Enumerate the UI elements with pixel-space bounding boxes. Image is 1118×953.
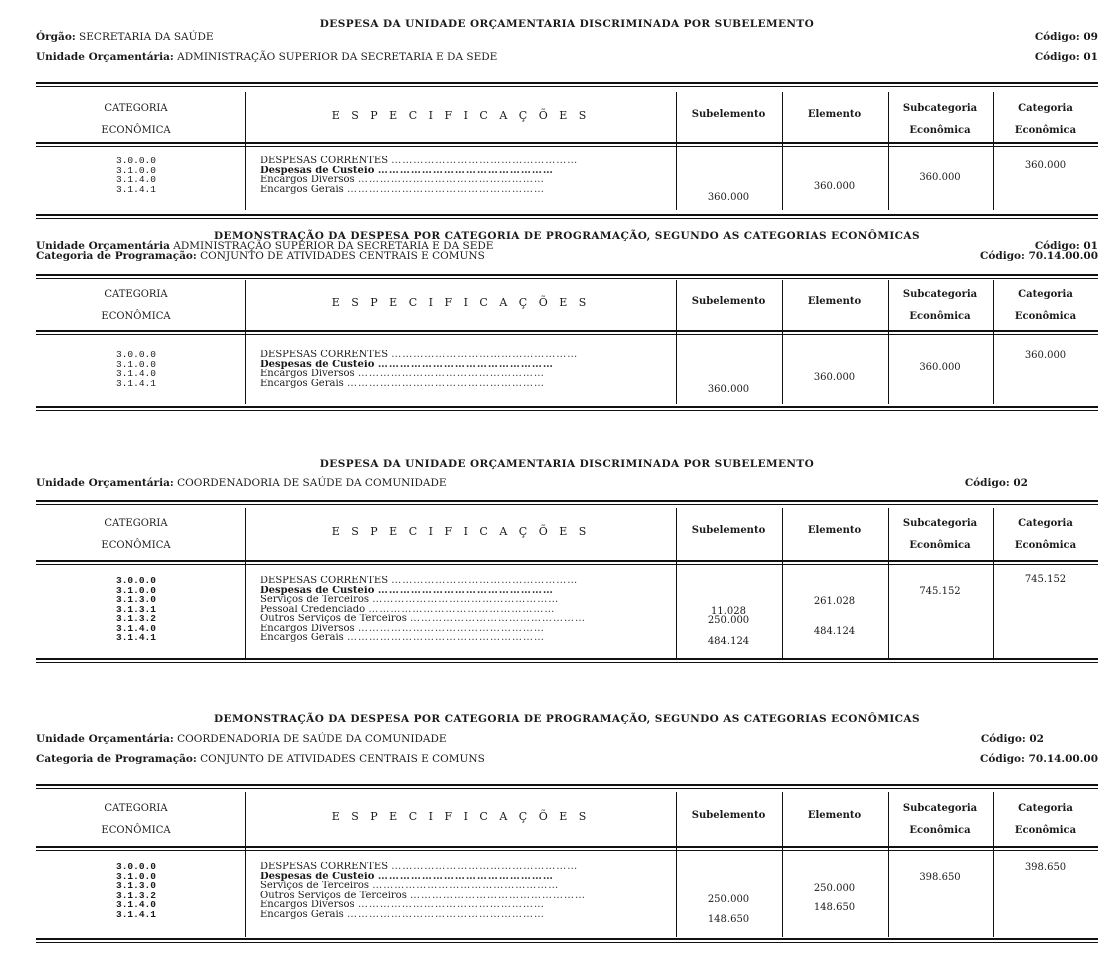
subelemento-value: 11.028 bbox=[711, 606, 746, 617]
line-label: Unidade Orçamentária: bbox=[36, 733, 174, 745]
header-especificacoes: E S P E C I F I C A Ç Õ E S bbox=[331, 109, 591, 122]
subcategoria-value: 360.000 bbox=[919, 362, 961, 373]
row-code: 3.0.0.0 bbox=[116, 861, 156, 872]
section-title: DESPESA DA UNIDADE ORÇAMENTARIA DISCRIMINADA POR SUBELEMENTO bbox=[319, 18, 815, 30]
section-title: DESPESA DA UNIDADE ORÇAMENTARIA DISCRIMINADA POR SUBELEMENTO bbox=[319, 458, 815, 470]
line-value: SECRETARIA DA SAÚDE bbox=[79, 31, 214, 43]
categoria-value: 398.650 bbox=[1024, 862, 1067, 873]
categoria-value: 745.152 bbox=[1024, 574, 1067, 585]
line-code: Código: 01 bbox=[1034, 240, 1098, 252]
specs-column: DESPESAS CORRENTES …………………………………………… Despesas de Custeio ………………………………………… Encargos Diversos …………………………………………… Encargos Gerais ……………………………………………… bbox=[260, 350, 579, 388]
subelemento-value: 360.000 bbox=[707, 384, 750, 395]
section-4 bbox=[36, 708, 1098, 953]
header-categoria: CATEGORIA ECONÔMICA bbox=[101, 803, 171, 836]
line-value: COORDENADORIA DE SAÚDE DA COMUNIDADE bbox=[177, 477, 447, 489]
line-value: CONJUNTO DE ATIVIDADES CENTRAIS E COMUNS bbox=[200, 753, 485, 765]
header-subcategoria: Subcategoria Econômica bbox=[902, 103, 978, 136]
row-spec: Serviços de Terceiros bbox=[260, 881, 370, 891]
categoria-value: 360.000 bbox=[1024, 350, 1067, 361]
row-spec: Outros Serviços de Terceiros bbox=[260, 614, 407, 624]
row-code: 3.1.0.0 bbox=[116, 870, 156, 882]
row-spec: Encargos Gerais bbox=[260, 909, 344, 919]
header-subelemento: Subelemento bbox=[691, 525, 766, 536]
section-1 bbox=[36, 0, 1098, 220]
row-code: 3.1.0.0 bbox=[116, 164, 156, 176]
row-spec: Despesas de Custeio bbox=[260, 585, 375, 595]
subelemento-value: 250.000 bbox=[707, 894, 750, 905]
codes-column bbox=[36, 576, 236, 643]
line-value: ADMINISTRAÇÃO SUPERIOR DA SECRETARIA E DA SEDE bbox=[177, 51, 498, 63]
codes-column bbox=[36, 350, 236, 388]
unidade-line bbox=[36, 477, 1098, 489]
codes-column bbox=[36, 156, 236, 194]
categoria-programacao-line bbox=[36, 250, 1098, 262]
subcategoria-value: 360.000 bbox=[919, 172, 961, 183]
row-code: 3.1.3.0 bbox=[116, 594, 156, 605]
section-3 bbox=[36, 452, 1098, 667]
table-header-rule bbox=[36, 142, 1098, 147]
row-spec: Pessoal Credenciado bbox=[260, 604, 366, 614]
row-spec: Encargos Diversos bbox=[260, 175, 355, 185]
categoria-programacao-line bbox=[36, 753, 1098, 765]
section-title: DEMONSTRAÇÃO DA DESPESA POR CATEGORIA DE PROGRAMAÇÃO, SEGUNDO AS CATEGORIAS ECONÔMICAS bbox=[214, 713, 920, 725]
row-spec: Encargos Diversos bbox=[260, 900, 355, 910]
row-code: 3.1.4.1 bbox=[116, 183, 156, 195]
expense-table bbox=[36, 500, 1098, 665]
expense-table bbox=[36, 82, 1098, 220]
header-subcategoria: Subcategoria Econômica bbox=[902, 289, 978, 322]
section-2 bbox=[36, 226, 1098, 416]
row-spec: Outros Serviços de Terceiros bbox=[260, 890, 407, 900]
line-code: Código: 02 bbox=[980, 733, 1044, 745]
row-spec: Encargos Gerais bbox=[260, 378, 344, 388]
categoria-value: 360.000 bbox=[1024, 160, 1067, 171]
line-code: Código: 09 bbox=[1034, 31, 1098, 43]
elemento-value: 148.650 bbox=[813, 902, 856, 913]
row-code: 3.0.0.0 bbox=[116, 575, 156, 586]
row-spec: Encargos Diversos bbox=[260, 623, 355, 633]
header-elemento: Elemento bbox=[807, 525, 862, 536]
row-code: 3.1.4.0 bbox=[116, 174, 156, 185]
line-label: Unidade Orçamentária bbox=[36, 240, 170, 252]
header-categoria: CATEGORIA ECONÔMICA bbox=[101, 289, 171, 322]
line-code: Código: 02 bbox=[964, 477, 1028, 489]
table-bottom-rule bbox=[36, 214, 1098, 219]
line-label: Categoria de Programação: bbox=[36, 753, 197, 765]
header-elemento: Elemento bbox=[807, 296, 862, 307]
header-especificacoes: E S P E C I F I C A Ç Õ E S bbox=[331, 810, 591, 823]
row-spec: DESPESAS CORRENTES bbox=[260, 156, 389, 166]
row-code: 3.0.0.0 bbox=[116, 349, 156, 360]
line-label: Unidade Orçamentária: bbox=[36, 477, 174, 489]
subelemento-value: 250.000 bbox=[707, 615, 750, 626]
row-code: 3.1.0.0 bbox=[116, 358, 156, 370]
table-top-rule bbox=[36, 82, 1098, 87]
line-label: Órgão: bbox=[36, 31, 76, 43]
row-code: 3.1.4.0 bbox=[116, 899, 156, 910]
unidade-line bbox=[36, 51, 1098, 63]
line-code: Código: 01 bbox=[1034, 51, 1098, 63]
line-value: ADMINISTRAÇÃO SUPERIOR DA SECRETARIA E DA SEDE bbox=[173, 240, 494, 252]
header-categoria-economica: Categoria Econômica bbox=[1014, 518, 1077, 551]
specs-column: DESPESAS CORRENTES …………………………………………… Despesas de Custeio ………………………………………… Serviços de Terceiros …………………………………………… Pessoal Credenciado …………………………………………… Outros Serviços de Terceiros ………………………………………… Encargos Diversos …………………………………………… Encargos Gerais ……………………………………………… bbox=[260, 576, 587, 643]
specs-column: DESPESAS CORRENTES …………………………………………… Despesas de Custeio ………………………………………… Encargos Diversos …………………………………………… Encargos Gerais ……………………………………………… bbox=[260, 156, 579, 194]
row-code: 3.1.4.1 bbox=[116, 632, 156, 643]
line-value: CONJUNTO DE ATIVIDADES CENTRAIS E COMUNS bbox=[200, 250, 485, 262]
row-spec: Encargos Diversos bbox=[260, 369, 355, 379]
expense-table bbox=[36, 784, 1098, 949]
line-code: Código: 70.14.00.00 bbox=[980, 753, 1098, 765]
row-code: 3.1.3.2 bbox=[116, 613, 156, 624]
subcategoria-value: 398.650 bbox=[919, 872, 961, 883]
header-subelemento: Subelemento bbox=[691, 296, 766, 307]
header-especificacoes: E S P E C I F I C A Ç Õ E S bbox=[331, 296, 591, 309]
orgao-line bbox=[36, 31, 1098, 43]
row-spec: Encargos Gerais bbox=[260, 184, 344, 194]
header-categoria: CATEGORIA ECONÔMICA bbox=[101, 103, 171, 136]
row-code: 3.1.4.0 bbox=[116, 622, 156, 634]
row-spec: Despesas de Custeio bbox=[260, 165, 375, 175]
row-spec: DESPESAS CORRENTES bbox=[260, 576, 389, 586]
codes-column bbox=[36, 862, 236, 919]
unidade-line bbox=[36, 733, 1098, 745]
line-code: Código: 70.14.00.00 bbox=[980, 250, 1098, 262]
section-title: DEMONSTRAÇÃO DA DESPESA POR CATEGORIA DE PROGRAMAÇÃO, SEGUNDO AS CATEGORIAS ECONÔMICAS bbox=[214, 230, 920, 242]
subelemento-value: 484.124 bbox=[707, 636, 750, 647]
expense-table bbox=[36, 274, 1098, 414]
header-categoria-economica: Categoria Econômica bbox=[1014, 803, 1077, 836]
elemento-value: 250.000 bbox=[813, 883, 856, 894]
subelemento-value: 148.650 bbox=[707, 914, 750, 925]
header-especificacoes: E S P E C I F I C A Ç Õ E S bbox=[331, 525, 591, 538]
line-label: Unidade Orçamentária: bbox=[36, 51, 174, 63]
row-code: 3.1.4.0 bbox=[116, 368, 156, 379]
row-spec: Encargos Gerais bbox=[260, 633, 344, 643]
elemento-value: 360.000 bbox=[813, 372, 856, 383]
row-code: 3.1.3.0 bbox=[116, 880, 156, 891]
header-categoria-economica: Categoria Econômica bbox=[1014, 289, 1077, 322]
header-subcategoria: Subcategoria Econômica bbox=[902, 803, 978, 836]
row-spec: DESPESAS CORRENTES bbox=[260, 862, 389, 872]
header-elemento: Elemento bbox=[807, 109, 862, 120]
header-elemento: Elemento bbox=[807, 810, 862, 821]
header-subelemento: Subelemento bbox=[691, 810, 766, 821]
header-categoria: CATEGORIA ECONÔMICA bbox=[101, 518, 171, 551]
line-value: COORDENADORIA DE SAÚDE DA COMUNIDADE bbox=[177, 733, 447, 745]
row-spec: Serviços de Terceiros bbox=[260, 595, 370, 605]
row-code: 3.1.0.0 bbox=[116, 584, 156, 596]
header-categoria-economica: Categoria Econômica bbox=[1014, 103, 1077, 136]
row-spec: Despesas de Custeio bbox=[260, 871, 375, 881]
row-code: 3.1.3.2 bbox=[116, 889, 156, 901]
subcategoria-value: 745.152 bbox=[919, 586, 961, 597]
row-spec: Despesas de Custeio bbox=[260, 359, 375, 369]
row-code: 3.1.4.1 bbox=[116, 377, 156, 389]
row-code: 3.1.3.1 bbox=[116, 603, 156, 615]
row-code: 3.0.0.0 bbox=[116, 155, 156, 166]
header-subcategoria: Subcategoria Econômica bbox=[902, 518, 978, 551]
specs-column: DESPESAS CORRENTES …………………………………………… Despesas de Custeio ………………………………………… Serviços de Terceiros …………………………………………… Outros Serviços de Terceiros ………………………………………… Encargos Diversos …………………………………………… Encargos Gerais ……………………………………………… bbox=[260, 862, 587, 919]
elemento-value: 261.028 bbox=[813, 596, 856, 607]
elemento-value: 484.124 bbox=[813, 626, 856, 637]
elemento-value: 360.000 bbox=[813, 181, 856, 192]
header-subelemento: Subelemento bbox=[691, 109, 766, 120]
row-spec: DESPESAS CORRENTES bbox=[260, 350, 389, 360]
subelemento-value: 360.000 bbox=[707, 192, 750, 203]
line-label: Categoria de Programação: bbox=[36, 250, 197, 262]
row-code: 3.1.4.1 bbox=[116, 908, 156, 920]
